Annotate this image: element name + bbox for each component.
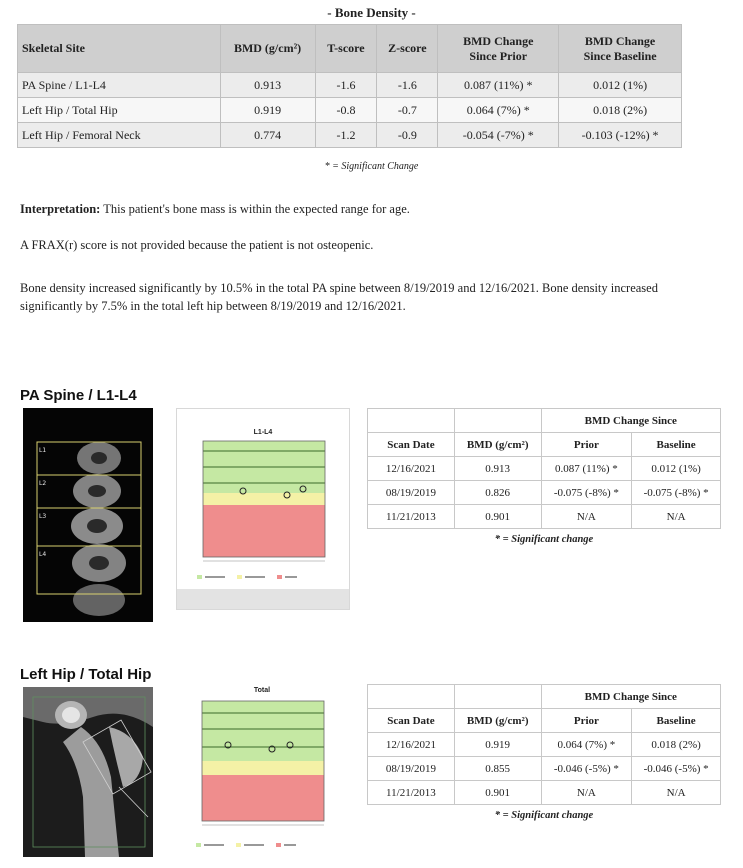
table-row xyxy=(368,481,721,505)
cell-tscore: -1.6 xyxy=(315,73,377,98)
cell-baseline: -0.046 (-5%) * xyxy=(632,757,721,781)
cell-tscore: -1.2 xyxy=(315,123,377,148)
col-baseline: Baseline xyxy=(632,433,721,457)
header-zscore: Z-score xyxy=(377,25,438,73)
spine-scan-image xyxy=(23,408,153,622)
bone-density-title: - Bone Density - xyxy=(327,5,416,20)
empty-header-cell xyxy=(368,685,455,709)
col-scan-date: Scan Date xyxy=(368,433,455,457)
hip-legend-swatches xyxy=(196,842,316,848)
cell-prior: -0.075 (-8%) * xyxy=(541,481,632,505)
header-change-prior xyxy=(438,25,559,73)
hip-graph-legend xyxy=(196,835,316,841)
hip-graph-title: Total xyxy=(253,687,271,694)
hip-history-table xyxy=(367,684,721,805)
col-prior: Prior xyxy=(541,709,632,733)
col-bmd: BMD (g/cm²) xyxy=(454,709,541,733)
cell-bmd: 0.901 xyxy=(454,505,541,529)
table-row xyxy=(368,505,721,529)
header-tscore: T-score xyxy=(315,25,377,73)
cell-bmd: 0.855 xyxy=(454,757,541,781)
spine-legend-swatches xyxy=(197,574,317,580)
cell-prior: -0.054 (-7%) * xyxy=(438,123,559,148)
vert-label-l2: L2 xyxy=(39,480,47,487)
hip-xray-graphic xyxy=(23,687,153,857)
cell-baseline: N/A xyxy=(632,505,721,529)
header-change-baseline-line2: Since Baseline xyxy=(583,48,657,63)
header-bmd: BMD (g/cm²) xyxy=(220,25,315,73)
hip-group-header: BMD Change Since xyxy=(541,685,720,709)
interpretation-text: This patient's bone mass is within the expected range for age. xyxy=(103,202,410,216)
empty-header-cell xyxy=(368,409,455,433)
vert-label-l1: L1 xyxy=(39,447,47,454)
table-row xyxy=(18,73,682,98)
table-row xyxy=(18,123,682,148)
header-change-prior-line2: Since Prior xyxy=(469,48,528,63)
col-baseline: Baseline xyxy=(632,709,721,733)
col-scan-date: Scan Date xyxy=(368,709,455,733)
cell-date: 11/21/2013 xyxy=(368,505,455,529)
cell-site: Left Hip / Femoral Neck xyxy=(18,123,221,148)
table-header-row xyxy=(18,25,682,73)
cell-zscore: -0.9 xyxy=(377,123,438,148)
hip-graph-plot xyxy=(188,699,338,829)
table-header-row xyxy=(368,433,721,457)
vert-label-l3: L3 xyxy=(39,513,47,520)
frax-paragraph: A FRAX(r) score is not provided because the patient is not osteopenic. xyxy=(20,238,374,252)
cell-baseline: -0.103 (-12%) * xyxy=(559,123,682,148)
cell-date: 08/19/2019 xyxy=(368,481,455,505)
table-header-row xyxy=(368,685,721,709)
cell-bmd: 0.901 xyxy=(454,781,541,805)
spine-significant-note: * = Significant change xyxy=(494,534,594,545)
spine-reference-graph xyxy=(176,408,350,610)
interpretation-paragraph xyxy=(20,200,710,218)
cell-baseline: 0.012 (1%) xyxy=(632,457,721,481)
table-row xyxy=(368,733,721,757)
cell-baseline: 0.018 (2%) xyxy=(559,98,682,123)
cell-baseline: N/A xyxy=(632,781,721,805)
header-change-prior-line1: BMD Change xyxy=(463,33,534,48)
table-header-row xyxy=(368,709,721,733)
table-row xyxy=(368,457,721,481)
spine-graph-legend xyxy=(197,567,317,573)
hip-scan-image xyxy=(23,687,153,857)
cell-bmd: 0.913 xyxy=(220,73,315,98)
cell-prior: 0.087 (11%) * xyxy=(541,457,632,481)
cell-bmd: 0.919 xyxy=(454,733,541,757)
vert-label-l4: L4 xyxy=(39,551,47,558)
hip-significant-note: * = Significant change xyxy=(494,810,594,821)
cell-prior: N/A xyxy=(541,781,632,805)
cell-prior: 0.064 (7%) * xyxy=(438,98,559,123)
spine-group-header: BMD Change Since xyxy=(541,409,720,433)
cell-baseline: -0.075 (-8%) * xyxy=(632,481,721,505)
spine-graph-footer xyxy=(177,589,349,609)
cell-date: 12/16/2021 xyxy=(368,733,455,757)
cell-zscore: -1.6 xyxy=(377,73,438,98)
spine-heading: PA Spine / L1-L4 xyxy=(20,387,137,404)
bone-density-table xyxy=(17,24,682,148)
cell-site: PA Spine / L1-L4 xyxy=(18,73,221,98)
interpretation-label: Interpretation: xyxy=(20,202,101,216)
cell-bmd: 0.774 xyxy=(220,123,315,148)
col-bmd: BMD (g/cm²) xyxy=(454,433,541,457)
significant-change-note: * = Significant Change xyxy=(324,161,419,172)
cell-site: Left Hip / Total Hip xyxy=(18,98,221,123)
col-prior: Prior xyxy=(541,433,632,457)
spine-history-table xyxy=(367,408,721,529)
spine-graph-plot xyxy=(189,439,339,569)
header-change-baseline xyxy=(559,25,682,73)
header-change-baseline-line1: BMD Change xyxy=(584,33,656,48)
cell-date: 08/19/2019 xyxy=(368,757,455,781)
cell-prior: 0.087 (11%) * xyxy=(438,73,559,98)
empty-header-cell xyxy=(454,685,541,709)
cell-bmd: 0.826 xyxy=(454,481,541,505)
cell-date: 11/21/2013 xyxy=(368,781,455,805)
hip-heading: Left Hip / Total Hip xyxy=(20,666,152,683)
spine-graph-title: L1-L4 xyxy=(253,429,273,436)
cell-tscore: -0.8 xyxy=(315,98,377,123)
bone-change-paragraph: Bone density increased significantly by 10.5% in the total PA spine between 8/19/2019 and 12/16/2021. Bone density increased significantly by 7.5% in the total left hip between 8/19/2019 and 12/16/2021. xyxy=(20,281,658,313)
cell-baseline: 0.018 (2%) xyxy=(632,733,721,757)
cell-date: 12/16/2021 xyxy=(368,457,455,481)
cell-bmd: 0.913 xyxy=(454,457,541,481)
header-skeletal-site: Skeletal Site xyxy=(18,25,221,73)
empty-header-cell xyxy=(454,409,541,433)
cell-prior: N/A xyxy=(541,505,632,529)
table-row xyxy=(368,757,721,781)
cell-prior: -0.046 (-5%) * xyxy=(541,757,632,781)
hip-reference-graph xyxy=(176,687,348,857)
table-row xyxy=(368,781,721,805)
cell-baseline: 0.012 (1%) xyxy=(559,73,682,98)
cell-zscore: -0.7 xyxy=(377,98,438,123)
table-header-row xyxy=(368,409,721,433)
spine-xray-graphic xyxy=(23,408,153,622)
table-row xyxy=(18,98,682,123)
cell-bmd: 0.919 xyxy=(220,98,315,123)
cell-prior: 0.064 (7%) * xyxy=(541,733,632,757)
